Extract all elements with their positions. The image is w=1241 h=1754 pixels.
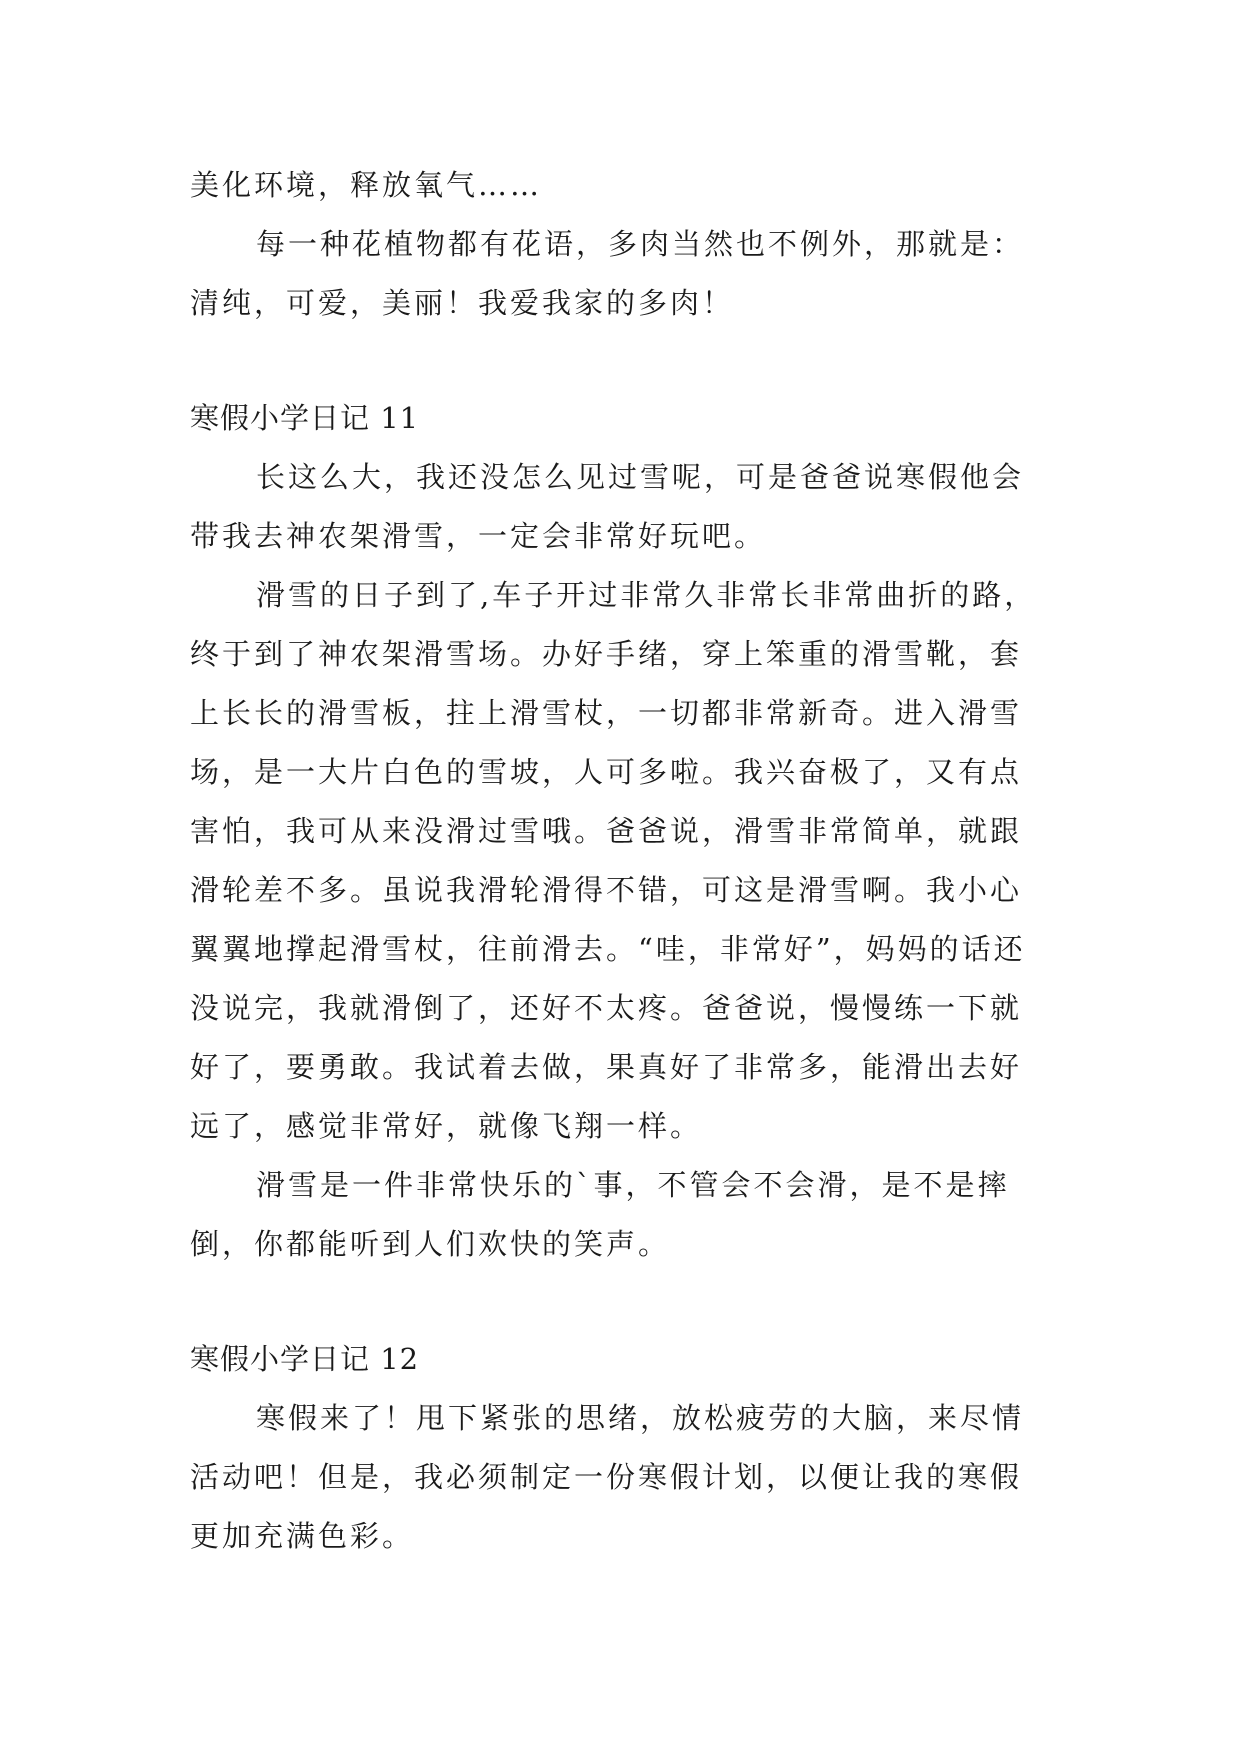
- document-body: [190, 156, 1070, 1566]
- paragraph-line: 寒假来了！甩下紧张的思绪，放松疲劳的大脑，来尽情: [256, 1401, 1025, 1435]
- paragraph-line: 带我去神农架滑雪，一定会非常好玩吧。: [190, 519, 767, 553]
- section-spacer: [190, 333, 1070, 389]
- paragraph-line: 活动吧！但是，我必须制定一份寒假计划，以便让我的寒假: [190, 1460, 1023, 1494]
- paragraph-line: 上长长的滑雪板，拄上滑雪杖，一切都非常新奇。进入滑雪: [190, 696, 1023, 730]
- paragraph-line: 害怕，我可从来没滑过雪哦。爸爸说，滑雪非常简单，就跟: [190, 814, 1023, 848]
- paragraph-line: 没说完，我就滑倒了，还好不太疼。爸爸说，慢慢练一下就: [190, 991, 1023, 1025]
- paragraph-line: 清纯，可爱，美丽！我爱我家的多肉！: [190, 286, 735, 320]
- section-title: 寒假小学日记 11: [190, 401, 420, 435]
- paragraph-line: 翼翼地撑起滑雪杖，往前滑去。“哇，非常好”，妈妈的话还: [190, 932, 1026, 966]
- paragraph-line: 每一种花植物都有花语，多肉当然也不例外，那就是：: [256, 227, 1025, 261]
- paragraph-line: 美化环境，释放氧气……: [190, 168, 543, 202]
- paragraph-line: 滑轮差不多。虽说我滑轮滑得不错，可这是滑雪啊。我小心: [190, 873, 1023, 907]
- paragraph-line: 场，是一大片白色的雪坡，人可多啦。我兴奋极了，又有点: [190, 755, 1023, 789]
- paragraph-line: 倒，你都能听到人们欢快的笑声。: [190, 1227, 671, 1261]
- paragraph-line: 滑雪是一件非常快乐的`事，不管会不会滑，是不是摔: [256, 1168, 1010, 1202]
- section-continuation: [190, 156, 1070, 333]
- paragraph-line: 长这么大，我还没怎么见过雪呢，可是爸爸说寒假他会: [256, 460, 1025, 494]
- section-diary-12: [190, 1330, 1070, 1566]
- paragraph-line: 滑雪的日子到了,车子开过非常久非常长非常曲折的路，: [256, 578, 1037, 612]
- section-diary-11: [190, 389, 1070, 1274]
- paragraph-line: 终于到了神农架滑雪场。办好手绪，穿上笨重的滑雪靴，套: [190, 637, 1023, 671]
- section-title: 寒假小学日记 12: [190, 1342, 420, 1376]
- paragraph-line: 好了，要勇敢。我试着去做，果真好了非常多，能滑出去好: [190, 1050, 1023, 1084]
- paragraph-line: 远了，感觉非常好，就像飞翔一样。: [190, 1109, 703, 1143]
- paragraph-line: 更加充满色彩。: [190, 1519, 415, 1553]
- section-spacer: [190, 1274, 1070, 1330]
